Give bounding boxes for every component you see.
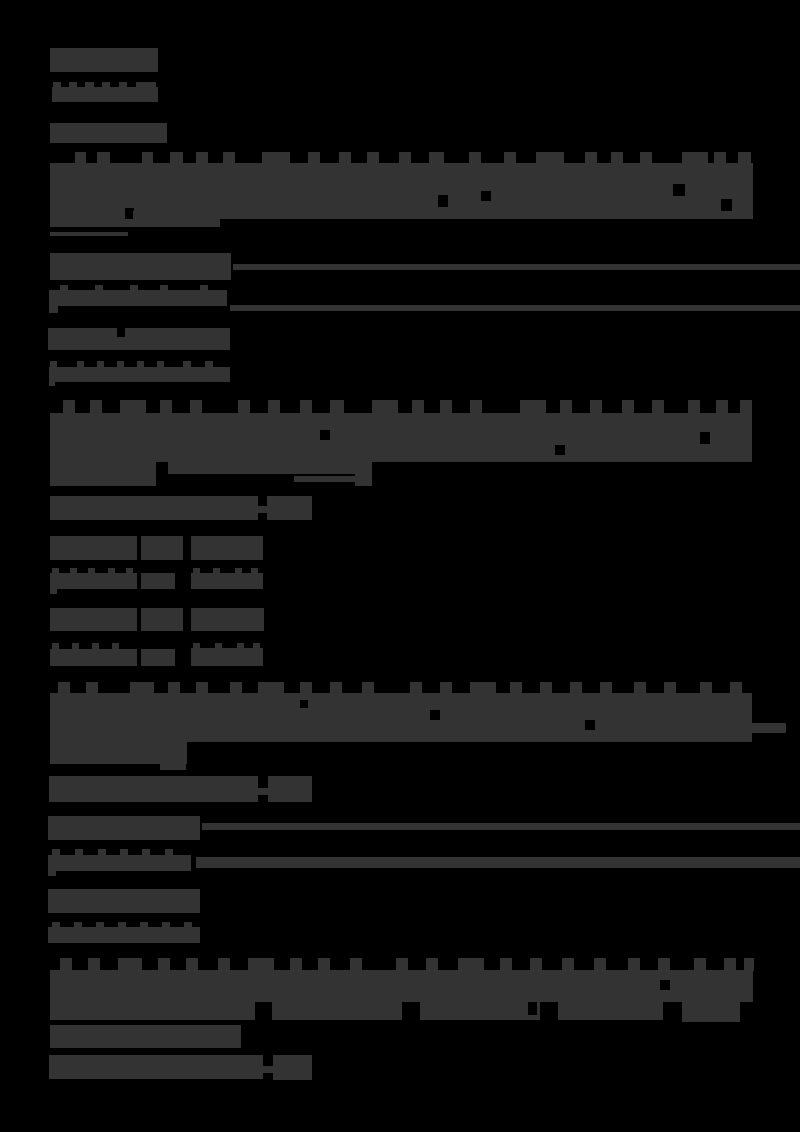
meta-rule-4 [196, 857, 800, 868]
headline2-line2-bar [168, 462, 372, 474]
headline1-hole [673, 184, 685, 196]
meta-text-4-ascender [162, 922, 170, 927]
headline4-line2-seg [420, 1002, 540, 1020]
headline2-hole [320, 430, 330, 440]
headline2-notch [740, 400, 752, 414]
headline3-hole [585, 720, 595, 730]
headline1-underline [50, 232, 128, 236]
meta-text-2-ascender [157, 361, 164, 367]
subhead-1-hyphen [258, 506, 267, 513]
headline2-notch [238, 400, 250, 414]
headline2-notch [560, 400, 572, 414]
headline4-line2-hole [528, 1002, 537, 1015]
byline-text [52, 87, 158, 102]
meta-text-3-ascender [98, 849, 106, 855]
list-item-2-text-ascender [52, 643, 59, 649]
headline4-line2-seg [50, 1002, 255, 1020]
meta-text-4-ascender [52, 922, 60, 927]
meta-text-3-ascender [142, 849, 150, 855]
headline2-notch [520, 400, 546, 414]
byline-ascender [69, 82, 77, 88]
list-item-1-value-ascender [193, 568, 200, 573]
list-item-2-text [50, 649, 137, 666]
meta-rule-1 [233, 264, 800, 270]
headline4-line2-end [682, 1000, 740, 1022]
headline4-line2-seg [272, 1002, 402, 1020]
headline1-hole [481, 191, 491, 201]
headline2-notch [716, 400, 728, 414]
headline2-notch [622, 400, 634, 414]
list-item-2-value-ascender [215, 643, 222, 648]
meta-rule-3 [202, 823, 800, 830]
headline2-notch [590, 400, 602, 414]
headline3-hole [430, 710, 440, 720]
list-item-2-value [191, 608, 264, 631]
headline4-line3 [50, 1025, 241, 1048]
list-item-1-text-ascender [88, 568, 95, 573]
headline4-line2-end-riser [684, 991, 692, 1002]
byline-ascender [136, 82, 156, 88]
headline3-arm [752, 723, 786, 733]
meta-text-2-ascender [183, 361, 191, 367]
meta-text-1-ascender [200, 285, 208, 290]
headline2-slab [50, 413, 752, 462]
headline2-underline [294, 476, 360, 482]
headline4-slab [50, 970, 753, 1002]
subhead-2-hyphen [258, 788, 268, 795]
subhead-2-main [49, 776, 258, 802]
meta-text-4-ascender [74, 922, 82, 927]
subhead-3-hyphen [263, 1066, 273, 1073]
meta-text-4-ascender [184, 922, 192, 927]
headline2-notch [330, 400, 344, 414]
list-item-2-text-ascender [92, 643, 99, 649]
headline4-line2-end-riser [706, 991, 718, 1002]
meta-text-1-ascender [130, 285, 138, 290]
headline2-line2 [50, 462, 156, 486]
headline1-hole [438, 195, 448, 207]
meta-label-2-hyphen-gap [117, 328, 125, 337]
headline2-notch [160, 400, 172, 414]
headline2-notch [372, 400, 398, 414]
list-item-1-text-ascender [108, 568, 115, 573]
headline3-slab [50, 693, 752, 742]
meta-label-1 [50, 253, 231, 280]
meta-text-4-ascender [96, 922, 104, 927]
meta-label-3 [48, 816, 200, 840]
list-item-1-value-ascender [235, 568, 242, 573]
meta-text-3-descender [48, 871, 56, 876]
meta-label-4 [48, 889, 200, 913]
list-item-2-text-ascender [72, 643, 79, 649]
subhead-3-end [273, 1055, 312, 1080]
meta-text-1 [49, 290, 227, 306]
headline2-notch [190, 400, 202, 414]
list-item-1-label-word2 [141, 536, 183, 560]
meta-text-3 [48, 855, 191, 871]
meta-text-3-ascender [52, 849, 60, 855]
list-item-2-text-ascender [112, 643, 119, 649]
meta-text-1-ascender [160, 285, 168, 290]
headline1-line2 [50, 219, 133, 227]
list-item-1-value-text [191, 573, 263, 589]
byline-ascender [119, 82, 127, 88]
list-item-1-value-ascender [251, 568, 258, 573]
list-item-2-label-word2 [141, 608, 183, 631]
list-item-2-value-ascender [237, 643, 244, 648]
headline3-line2 [50, 742, 187, 764]
subhead-1-main [50, 496, 258, 520]
meta-text-1-ascender [60, 285, 68, 290]
list-item-2-value-ascender [253, 643, 260, 648]
date-label [50, 123, 167, 143]
subhead-1-end [267, 496, 312, 520]
meta-text-3-ascender [165, 849, 173, 855]
headline2-hole [700, 432, 710, 444]
byline-ascender [102, 82, 110, 88]
headline2-hole [555, 445, 565, 455]
list-item-2-text2 [141, 649, 175, 666]
headline3-hole [300, 700, 308, 708]
meta-text-2 [49, 367, 230, 382]
headline2-notch [63, 400, 75, 414]
meta-text-1-ascender [95, 285, 103, 290]
meta-text-4-ascender [118, 922, 126, 927]
headline2-notch [300, 400, 312, 414]
meta-text-2-descender [49, 382, 55, 386]
headline1-hole [721, 199, 732, 211]
list-item-1-text2 [141, 573, 175, 589]
headline2-notch [412, 400, 424, 414]
headline2-notch [268, 400, 280, 414]
subhead-2-end [268, 776, 312, 802]
meta-text-2-ascender [117, 361, 124, 367]
headline4-line2-seg [558, 1002, 663, 1020]
headline2-notch [652, 400, 664, 414]
list-item-1-value-ascender [213, 568, 220, 573]
list-item-1-text [50, 573, 137, 589]
meta-rule-2 [230, 305, 800, 311]
meta-text-3-ascender [120, 849, 128, 855]
list-item-1-label-word1 [50, 536, 137, 560]
meta-text-1-descender [49, 306, 58, 313]
list-item-1-text-ascender [126, 568, 133, 573]
meta-label-2 [48, 328, 230, 350]
meta-text-2-ascender [50, 361, 57, 367]
meta-text-2-ascender [77, 361, 84, 367]
headline2-notch [470, 400, 482, 414]
headline3-leg [160, 764, 186, 770]
headline2-notch [688, 400, 700, 414]
list-item-2-value-ascender [193, 643, 200, 648]
meta-text-2-ascender [137, 361, 144, 367]
meta-text-4 [48, 927, 200, 943]
list-item-1-text-ascender [52, 568, 59, 573]
meta-text-3-ascender [75, 849, 83, 855]
subhead-3-main [49, 1055, 263, 1079]
list-item-1-text-ascender [70, 568, 77, 573]
headline4-hole [660, 980, 670, 990]
headline2-notch [440, 400, 452, 414]
byline-ascender [53, 82, 61, 88]
list-item-1-value [191, 536, 263, 560]
headline2-line2-leg [355, 462, 372, 486]
headline2-notch [120, 400, 146, 414]
meta-text-4-ascender [140, 922, 148, 927]
byline-ascender [85, 82, 94, 88]
list-item-1-text-descender [50, 589, 57, 594]
meta-text-2-ascender [97, 361, 104, 367]
headline1-line2-bar [133, 211, 220, 227]
list-item-2-value-text [191, 648, 263, 666]
headline2-notch [90, 400, 102, 414]
list-item-2-label-word1 [50, 608, 137, 631]
kicker-label [50, 48, 158, 72]
meta-text-2-ascender [205, 361, 213, 367]
